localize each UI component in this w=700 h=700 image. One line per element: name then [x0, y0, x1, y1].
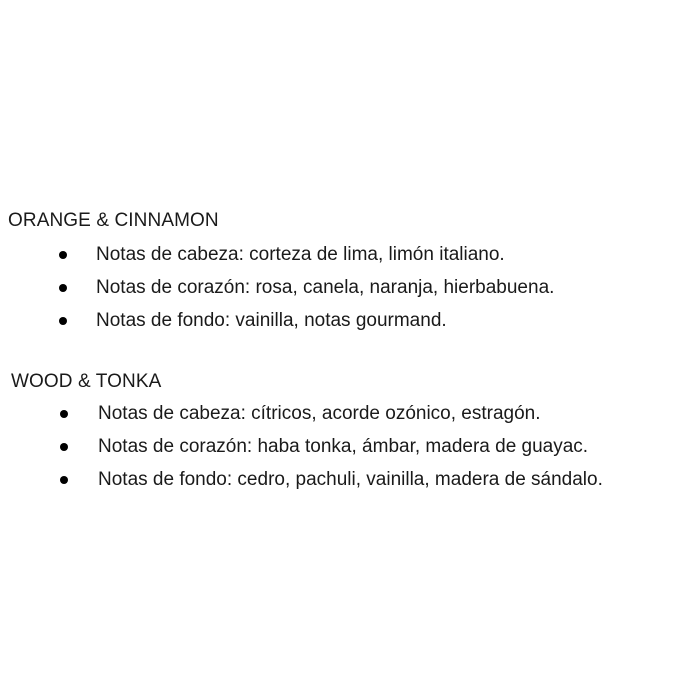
list-item [0, 397, 700, 430]
notes-list [0, 238, 700, 337]
notes-list [0, 397, 700, 496]
list-item [0, 238, 700, 271]
note-text: Notas de fondo: cedro, pachuli, vainilla, madera de sándalo. [98, 469, 603, 490]
bullet-icon [59, 251, 67, 259]
bullet-icon [60, 410, 68, 418]
list-item [0, 430, 700, 463]
bullet-icon [59, 284, 67, 292]
note-text: Notas de corazón: rosa, canela, naranja, hierbabuena. [96, 277, 555, 298]
note-text: Notas de cabeza: cítricos, acorde ozónico, estragón. [98, 403, 541, 424]
fragrance-section-wood-tonka [0, 369, 700, 496]
list-item [0, 304, 700, 337]
bullet-icon [60, 443, 68, 451]
note-text: Notas de cabeza: corteza de lima, limón italiano. [96, 244, 505, 265]
section-title: ORANGE & CINNAMON [8, 210, 219, 231]
list-item [0, 463, 700, 496]
bullet-icon [60, 476, 68, 484]
fragrance-section-orange-cinnamon [0, 208, 700, 337]
list-item [0, 271, 700, 304]
section-title: WOOD & TONKA [11, 371, 162, 392]
note-text: Notas de fondo: vainilla, notas gourmand. [96, 310, 447, 331]
note-text: Notas de corazón: haba tonka, ámbar, madera de guayac. [98, 436, 589, 457]
bullet-icon [59, 317, 67, 325]
